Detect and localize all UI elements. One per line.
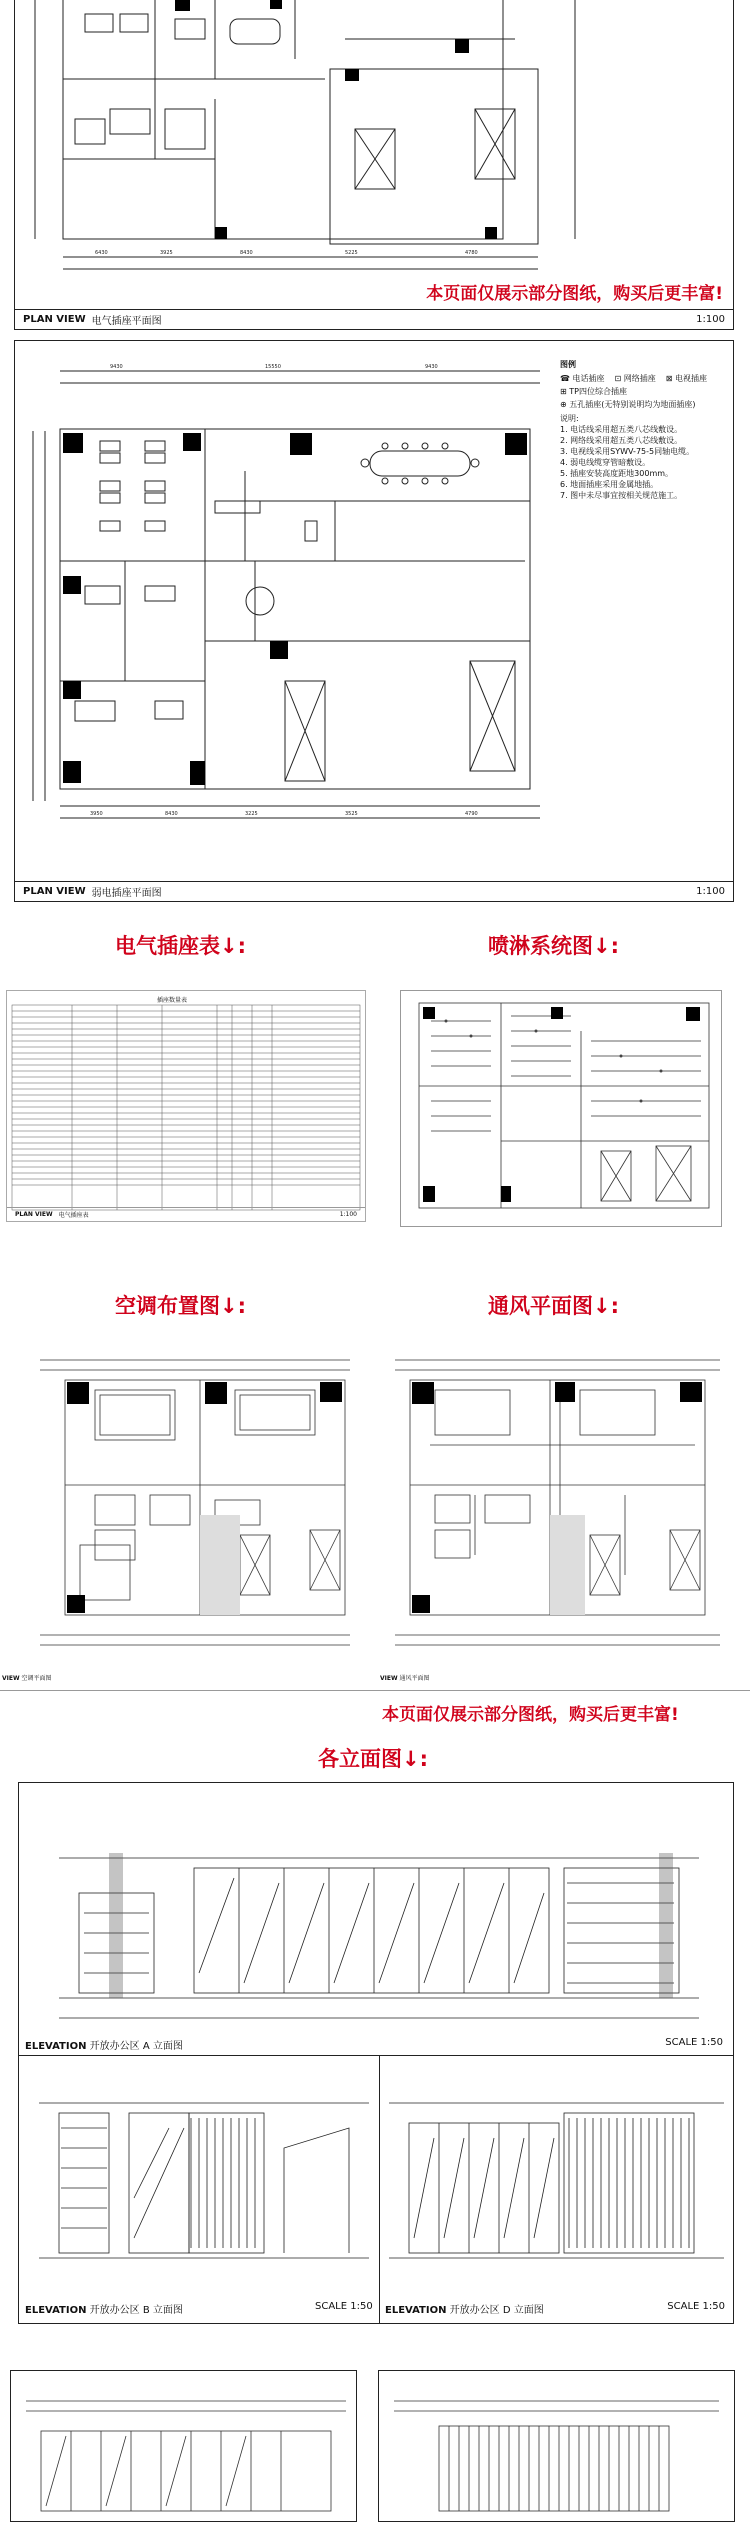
title-bar [15, 309, 733, 329]
view-type: ELEVATION [25, 2041, 87, 2052]
bottom-elevation-right [378, 2370, 735, 2522]
elevation-b-scale: SCALE 1:50 [315, 2301, 373, 2312]
legend-block [560, 359, 725, 501]
sprinkler-drawing [401, 991, 721, 1226]
legend-item-network: ⊡ 网络插座 [614, 374, 656, 383]
promo-notice-2: 本页面仅展示部分图纸，购买后更丰富! [382, 1705, 679, 1725]
view-type: ELEVATION [385, 2305, 447, 2316]
bottom-elevation-left-drawing [11, 2371, 356, 2521]
legend-title: 图例 [560, 360, 576, 369]
dim-top-1: 9430 [110, 364, 123, 370]
ac-plan-drawing [0, 1345, 375, 1675]
note-5: 5. 插座安装高度距地300mm。 [560, 469, 674, 478]
socket-table-sheet [6, 990, 366, 1222]
svg-text:3925: 3925 [160, 250, 173, 256]
note-1: 1. 电话线采用超五类八芯线敷设。 [560, 425, 683, 434]
elevation-a-drawing [19, 1783, 733, 2048]
dim-top-3: 9430 [425, 364, 438, 370]
note-7: 7. 图中未尽事宜按相关规范施工。 [560, 491, 683, 500]
sheet-name: 开放办公区 B 立面图 [89, 2305, 183, 2316]
sheet-name: 空调平面图 [21, 1675, 52, 1682]
title-bar [7, 1207, 365, 1221]
vent-plan-drawing [375, 1345, 750, 1675]
socket-table-grid [7, 1003, 365, 1213]
elevation-d-drawing [379, 2058, 733, 2303]
sheet-scale: 1:100 [696, 886, 725, 897]
notes-title: 说明: [560, 414, 579, 423]
elevation-b-drawing [19, 2058, 379, 2303]
legend-item-phone: ☎ 电话插座 [560, 374, 605, 383]
view-type: PLAN VIEW [23, 886, 86, 897]
elevation-divider [19, 2055, 733, 2056]
legend-item-five-hole: ⊕ 五孔插座(无特别说明均为地面插座) [560, 400, 696, 409]
sheet-name: 开放办公区 D 立面图 [449, 2305, 544, 2316]
view-type: ELEVATION [25, 2305, 87, 2316]
vent-title [380, 1673, 430, 1682]
sheet-name: 电气插座平面图 [91, 316, 162, 327]
section-title-vent: 通风平面图↓: [488, 1294, 619, 1318]
section-title-socket-table: 电气插座表↓: [115, 934, 246, 958]
note-6: 6. 地面插座采用金属地插。 [560, 480, 659, 489]
elevation-a-scale: SCALE 1:50 [665, 2037, 723, 2048]
sheet-scale: 1:100 [339, 1211, 357, 1218]
lighting-plan-drawing [15, 0, 733, 309]
sheet-name: 电气插座表 [58, 1212, 89, 1219]
elevation-b-label [25, 2301, 183, 2316]
note-3: 3. 电视线采用SYWV-75-5同轴电缆。 [560, 447, 695, 456]
svg-text:8430: 8430 [240, 250, 253, 256]
ac-vent-strip [0, 1345, 750, 1691]
dim-bottom-4: 3525 [345, 811, 358, 817]
svg-text:4780: 4780 [465, 250, 478, 256]
sheet-name: 弱电插座平面图 [91, 888, 162, 899]
elevation-d-scale: SCALE 1:50 [667, 2301, 725, 2312]
sheet-name: 通风平面图 [399, 1675, 430, 1682]
section-title-ac: 空调布置图↓: [115, 1294, 246, 1318]
ac-title [2, 1673, 52, 1682]
note-2: 2. 网络线采用超五类八芯线敷设。 [560, 436, 683, 445]
section-title-sprinkler: 喷淋系统图↓: [488, 934, 619, 958]
legend-item-tv: ⊠ 电视插座 [665, 374, 708, 383]
view-type: VIEW [2, 1675, 20, 1682]
dim-top-2: 15550 [265, 364, 281, 370]
note-4: 4. 弱电线缆穿管暗敷设。 [560, 458, 651, 467]
section-title-elevations: 各立面图↓: [318, 1747, 428, 1771]
promo-notice-1: 本页面仅展示部分图纸，购买后更丰富! [426, 284, 723, 304]
title-bar [15, 881, 733, 901]
sprinkler-sheet [400, 990, 722, 1227]
legend-item-tp: ⊞ TP四位综合插座 [560, 387, 627, 396]
elevation-d-label [385, 2301, 544, 2316]
dim-bottom-3: 3225 [245, 811, 258, 817]
view-type: PLAN VIEW [23, 314, 86, 325]
bottom-elevation-left [10, 2370, 357, 2522]
svg-text:5225: 5225 [345, 250, 358, 256]
weak-current-plan-sheet [14, 340, 734, 902]
svg-text:6430: 6430 [95, 250, 108, 256]
sheet-scale: 1:100 [696, 314, 725, 325]
lighting-plan-sheet [14, 0, 734, 330]
bottom-elevation-right-drawing [379, 2371, 734, 2521]
view-type: PLAN VIEW [15, 1211, 53, 1218]
dim-bottom-5: 4790 [465, 811, 478, 817]
elevation-a-label [25, 2037, 183, 2052]
weak-current-plan-drawing [15, 341, 555, 881]
dim-bottom-1: 3950 [90, 811, 103, 817]
view-type: VIEW [380, 1675, 398, 1682]
table-title: 插座数量表 [157, 997, 188, 1004]
sheet-name: 开放办公区 A 立面图 [89, 2041, 183, 2052]
dim-bottom-2: 8430 [165, 811, 178, 817]
elevation-sheet [18, 1782, 734, 2324]
